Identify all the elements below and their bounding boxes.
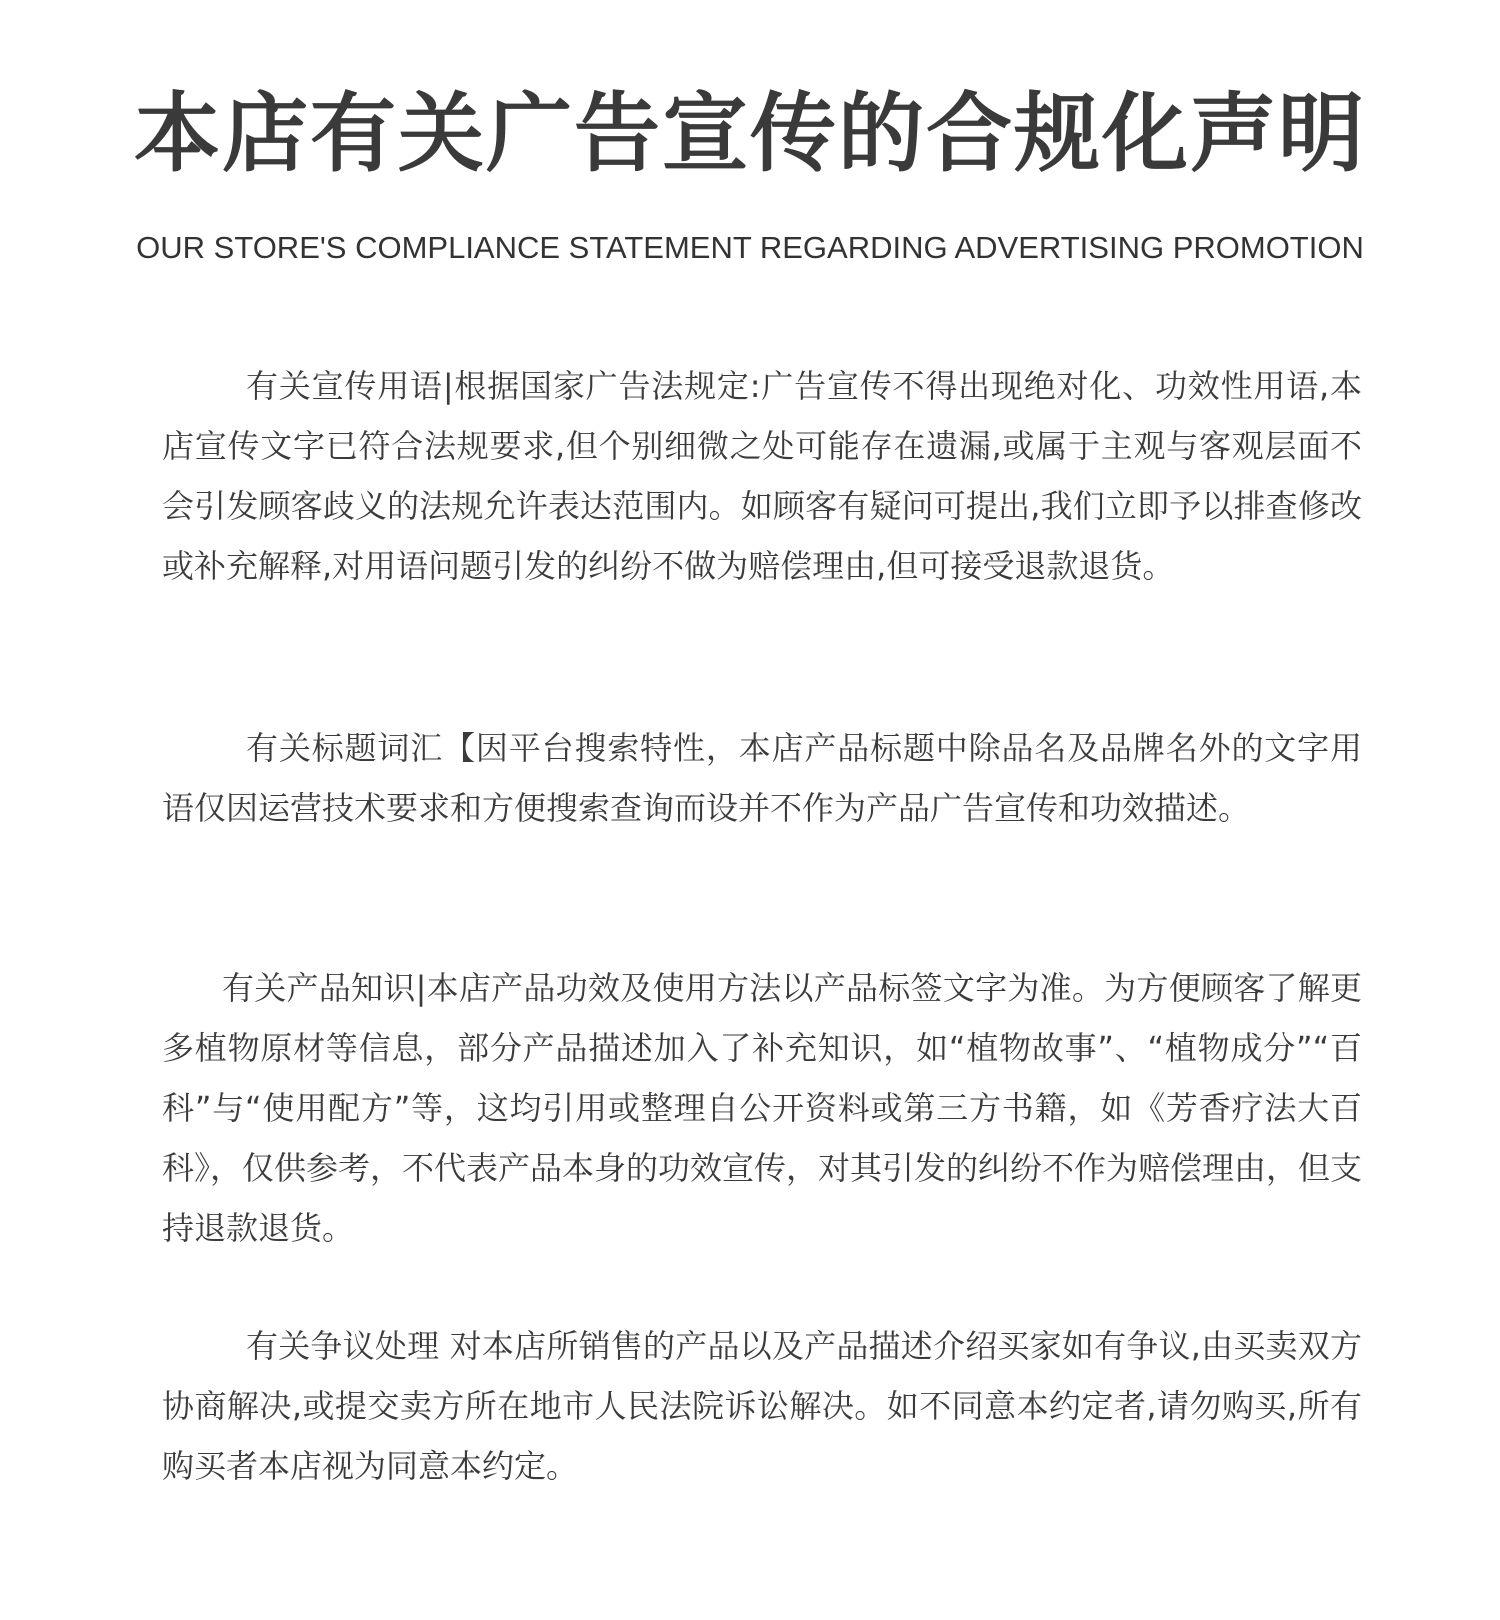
- page-title: 本店有关广告宣传的合规化声明: [134, 83, 1366, 184]
- page-subtitle: OUR STORE'S COMPLIANCE STATEMENT REGARDING ADVERTISING PROMOTION: [136, 230, 1364, 265]
- paragraph-dispute-resolution: 有关争议处理 对本店所销售的产品以及产品描述介绍买家如有争议,由买卖双方协商解决,或提交卖方所在地市人民法院诉讼解决。如不同意本约定者,请勿购买,所有购买者本店视为同意本约定。: [162, 1327, 1362, 1485]
- paragraph-title-keywords: 有关标题词汇【因平台搜索特性，本店产品标题中除品名及品牌名外的文字用语仅因运营技术要求和方便搜索查询而设并不作为产品广告宣传和功效描述。: [162, 729, 1362, 827]
- paragraph-advertising-terms: 有关宣传用语|根据国家广告法规定:广告宣传不得出现绝对化、功效性用语,本店宣传文字已符合法规要求,但个别细微之处可能存在遗漏,或属于主观与客观层面不会引发顾客歧义的法规允许表达范围内。如顾客有疑问可提出,我们立即予以排查修改或补充解释,对用语问题引发的纠纷不做为赔偿理由,但可接受退款退货。: [162, 367, 1362, 585]
- paragraph-product-knowledge: 有关产品知识|本店产品功效及使用方法以产品标签文字为准。为方便顾客了解更多植物原材等信息，部分产品描述加入了补充知识，如“植物故事”、“植物成分”“百科”与“使用配方”等，这均引用或整理自公开资料或第三方书籍，如《芳香疗法大百科》，仅供参考，不代表产品本身的功效宣传，对其引发的纠纷不作为赔偿理由，但支持退款退货。: [162, 969, 1363, 1247]
